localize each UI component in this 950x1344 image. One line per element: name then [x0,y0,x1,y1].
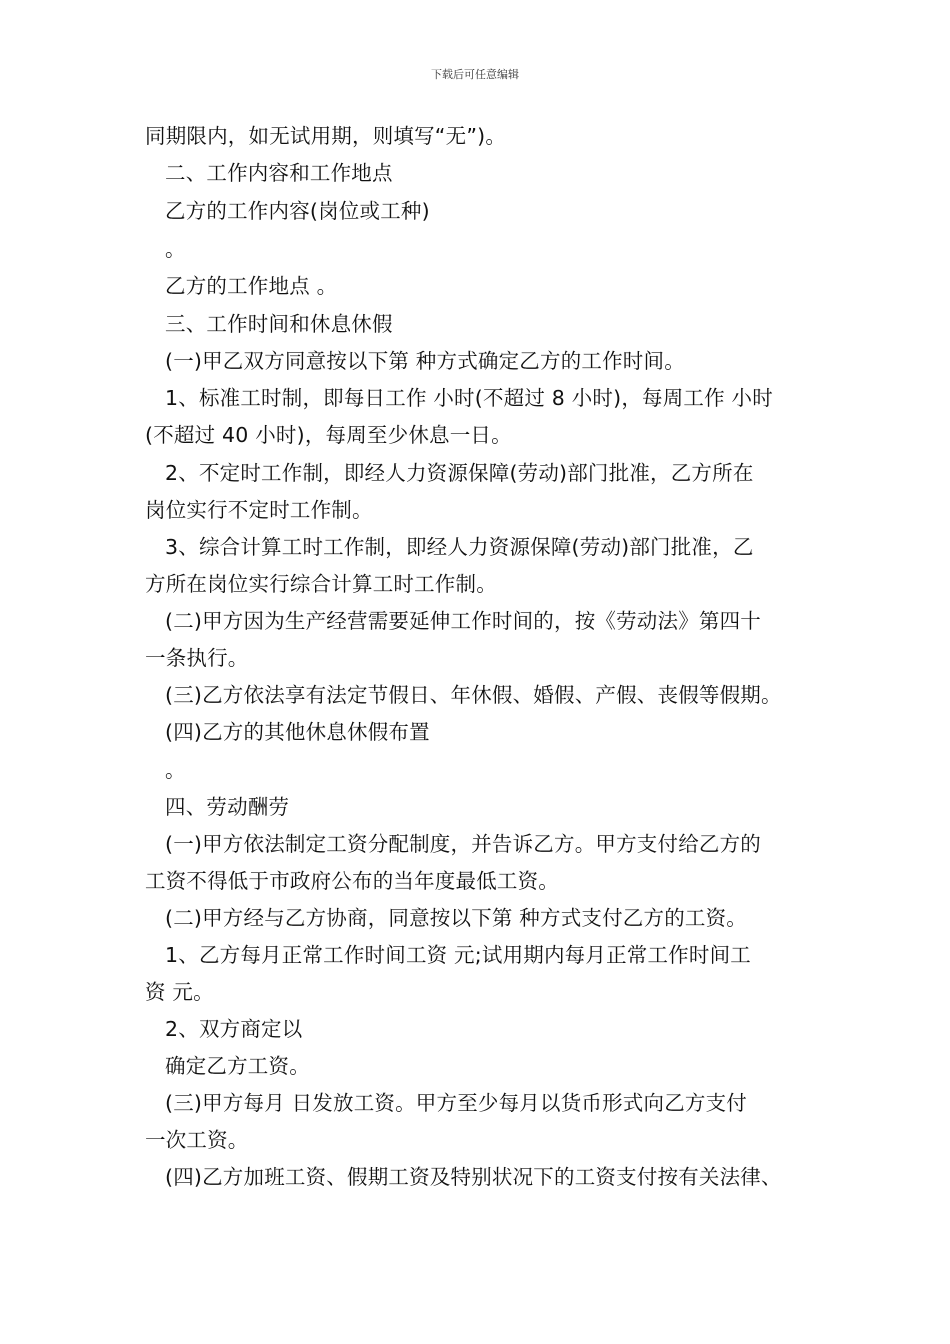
text-line: 1、标准工时制，即每日工作 小时(不超过 8 小时)，每周工作 小时 [165,386,773,410]
text-line: (二)甲方因为生产经营需要延伸工作时间的，按《劳动法》第四十 [165,609,761,633]
text-line: 。 [165,758,186,782]
text-line: 同期限内，如无试用期，则填写“无”)。 [145,124,507,148]
text-line: (二)甲方经与乙方协商，同意按以下第 种方式支付乙方的工资。 [165,906,748,930]
text-line: 一条执行。 [145,646,249,670]
text-line: (三)乙方依法享有法定节假日、年休假、婚假、产假、丧假等假期。 [165,683,782,707]
text-line: 。 [165,237,186,261]
section-heading: 二、工作内容和工作地点 [165,161,393,185]
text-line: (四)乙方的其他休息休假布置 [165,720,430,744]
text-line: 方所在岗位实行综合计算工时工作制。 [145,572,497,596]
text-line: 1、乙方每月正常工作时间工资 元;试用期内每月正常工作时间工 [165,943,751,967]
text-line: (一)甲乙双方同意按以下第 种方式确定乙方的工作时间。 [165,349,685,373]
text-line: 乙方的工作地点 。 [165,274,338,298]
text-line: 岗位实行不定时工作制。 [145,498,373,522]
section-heading: 三、工作时间和休息休假 [165,312,393,336]
text-line: (一)甲方依法制定工资分配制度，并告诉乙方。甲方支付给乙方的 [165,832,761,856]
section-heading: 四、劳动酬劳 [165,795,290,819]
text-line: (四)乙方加班工资、假期工资及特别状况下的工资支付按有关法律、 [165,1165,782,1189]
text-line: 2、双方商定以 [165,1017,303,1041]
page-header: 下载后可任意编辑 [431,68,519,81]
text-line: 一次工资。 [145,1128,249,1152]
text-line: (不超过 40 小时)，每周至少休息一日。 [145,423,512,447]
text-line: 乙方的工作内容(岗位或工种) [165,199,430,223]
text-line: (三)甲方每月 日发放工资。甲方至少每月以货币形式向乙方支付 [165,1091,748,1115]
text-line: 资 元。 [145,980,214,1004]
text-line: 3、综合计算工时工作制，即经人力资源保障(劳动)部门批准，乙 [165,535,754,559]
text-line: 工资不得低于市政府公布的当年度最低工资。 [145,869,559,893]
text-line: 确定乙方工资。 [165,1054,310,1078]
text-line: 2、不定时工作制，即经人力资源保障(劳动)部门批准，乙方所在 [165,461,754,485]
